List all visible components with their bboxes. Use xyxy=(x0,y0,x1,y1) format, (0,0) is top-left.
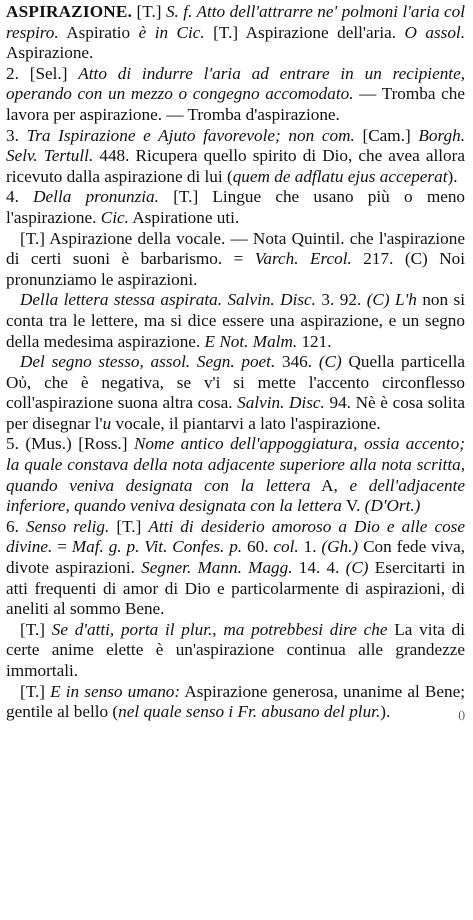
text-run: [T.] Aspirazione dell'aria. xyxy=(204,22,405,42)
text-run: vocale, il piantarvi a lato l'aspirazione. xyxy=(111,413,381,433)
text-run: Con fede viva, divote aspirazioni. xyxy=(6,537,466,578)
text-run: Aspirazione generosa, unanime al Bene; gentile al bello ( xyxy=(6,681,466,722)
italic-run: Nome antico dell'appoggiatura, ossia accento; la quale constava della nota adjacente superiore alla nota scritta, quando veniva designata con la lettera xyxy=(6,434,465,495)
text-run: 2. [Sel.] xyxy=(6,63,79,83)
italic-run: (C) L'h xyxy=(366,290,417,310)
text-run: [T.] xyxy=(109,516,149,536)
italic-run: Della lettera stessa aspirata. Salvin. Disc. xyxy=(20,290,316,310)
text-run: = xyxy=(52,537,72,557)
text-run: 94. Nè è cosa solita per disegnar l' xyxy=(6,393,465,433)
italic-run: Borgh. Selv. Tertull. xyxy=(6,125,466,166)
text-run: 5. (Mus.) [Ross.] xyxy=(6,434,134,454)
text-run: V. xyxy=(341,496,365,516)
italic-run: (D'Ort.) xyxy=(364,496,421,516)
italic-run: Tra Ispirazione e Ajuto favorevole; non com. xyxy=(26,125,355,145)
text-run: — Tromba che lavora per aspirazione. — Tromba d'aspirazione. xyxy=(6,84,465,124)
text-run: [T.] xyxy=(20,619,52,639)
text-run: La vita di certe anime elette è un'aspirazione continua alle grandezze immortali. xyxy=(6,619,466,680)
italic-run: Se d'atti, porta il plur., ma potrebbesi dire che xyxy=(51,619,388,639)
italic-run: Senso relig. xyxy=(25,516,110,536)
text-run: Esercitarti in atti frequenti di amor di Dio e particolarmente di aspirazioni, di aneliti al sommo Bene. xyxy=(6,558,465,619)
text-run: 121. xyxy=(297,331,332,351)
text-run: Aspiratione uti. xyxy=(128,207,240,227)
entry-paragraph xyxy=(6,434,465,516)
text-run: [T.] Aspirazione della vocale. — Nota Quintil. che l'aspirazione di certi suoni è barbarismo. = xyxy=(6,228,465,269)
text-run: 3. 92. xyxy=(315,290,367,310)
italic-run: nel quale senso i Fr. abusano del plur. xyxy=(118,702,381,722)
dictionary-entry-aspirazione xyxy=(6,2,465,723)
entry-paragraph xyxy=(6,682,465,723)
italic-run: O assol. xyxy=(404,22,465,42)
text-run: [T.] xyxy=(132,2,166,21)
text-run: [T.] Lingue che usano più o meno l'aspirazione. xyxy=(6,187,466,227)
entry-paragraph xyxy=(6,187,465,228)
page-stamp: () xyxy=(458,710,465,722)
entry-paragraph xyxy=(6,2,465,64)
text-run: [Cam.] xyxy=(354,125,419,145)
entry-paragraph xyxy=(6,64,465,126)
text-run: 14. 4. xyxy=(292,558,346,578)
text-run: ). xyxy=(447,166,458,186)
italic-run: Salvin. Disc. xyxy=(237,393,325,413)
italic-run: (Gh.) xyxy=(321,537,359,557)
italic-run: S. f. Atto dell'attrarre ne' polmoni l'aria col respiro. xyxy=(6,2,465,42)
italic-run: Atti di desiderio amoroso a Dio e alle cose divine. xyxy=(6,516,465,557)
italic-run: Atto di indurre l'aria ad entrare in un recipiente, operando con un mezzo o congegno accomodato. xyxy=(6,63,465,104)
text-run: 1. xyxy=(298,537,322,557)
entry-paragraph xyxy=(6,126,465,188)
text-run: 3. xyxy=(6,125,27,145)
italic-run: u xyxy=(102,413,112,433)
entry-paragraph xyxy=(6,620,465,682)
text-run: ). xyxy=(380,702,391,722)
italic-run: col. xyxy=(273,537,299,557)
italic-run: Cic. xyxy=(100,207,129,227)
text-run: 4. xyxy=(6,187,34,207)
entry-paragraph xyxy=(6,517,465,620)
text-run: 60. xyxy=(242,537,274,557)
entry-paragraph xyxy=(6,352,465,434)
italic-run: (C) xyxy=(318,352,342,372)
italic-run: (C) xyxy=(345,558,369,578)
text-run: non si conta tra le lettere, ma si dice essere una aspirazione, e un segno della medesima aspirazione. xyxy=(6,290,466,351)
entry-paragraph xyxy=(6,290,465,352)
italic-run: Segner. Mann. Magg. xyxy=(141,558,293,578)
italic-run: E in senso umano: xyxy=(50,681,181,701)
text-run: 346. xyxy=(275,352,319,372)
italic-run: E Not. Malm. xyxy=(204,331,298,351)
italic-run: Varch. Ercol. xyxy=(254,249,352,269)
italic-run: è in Cic. xyxy=(138,22,205,42)
entry-paragraph xyxy=(6,229,465,291)
headword: ASPIRAZIONE. xyxy=(6,2,133,21)
text-run: [T.] xyxy=(20,681,51,701)
text-run: 448. Ricupera quello spirito di Dio, che avea allora ricevuto dalla aspirazione di lui ( xyxy=(6,146,465,186)
text-run: Quella particella Oὐ, che è negativa, se v'i si mette l'accento circonflesso coll'aspirazione suona altra cosa. xyxy=(6,352,465,413)
text-run: A, xyxy=(310,475,350,495)
italic-run: quem de adflatu ejus acceperat xyxy=(232,166,448,186)
italic-run: Maf. g. p. Vit. Confes. p. xyxy=(71,537,243,557)
text-run: Aspiratio xyxy=(58,22,139,42)
italic-run: e dell'adjacente inferiore, quando veniva designata con la lettera xyxy=(6,475,466,516)
text-run: 6. xyxy=(6,516,26,536)
text-run: 217. (C) Noi pronunziamo le aspirazioni. xyxy=(6,249,465,289)
text-run: Aspirazione. xyxy=(6,43,94,63)
italic-run: Del segno stesso, assol. Segn. poet. xyxy=(20,352,276,372)
italic-run: Della pronunzia. xyxy=(33,187,159,207)
